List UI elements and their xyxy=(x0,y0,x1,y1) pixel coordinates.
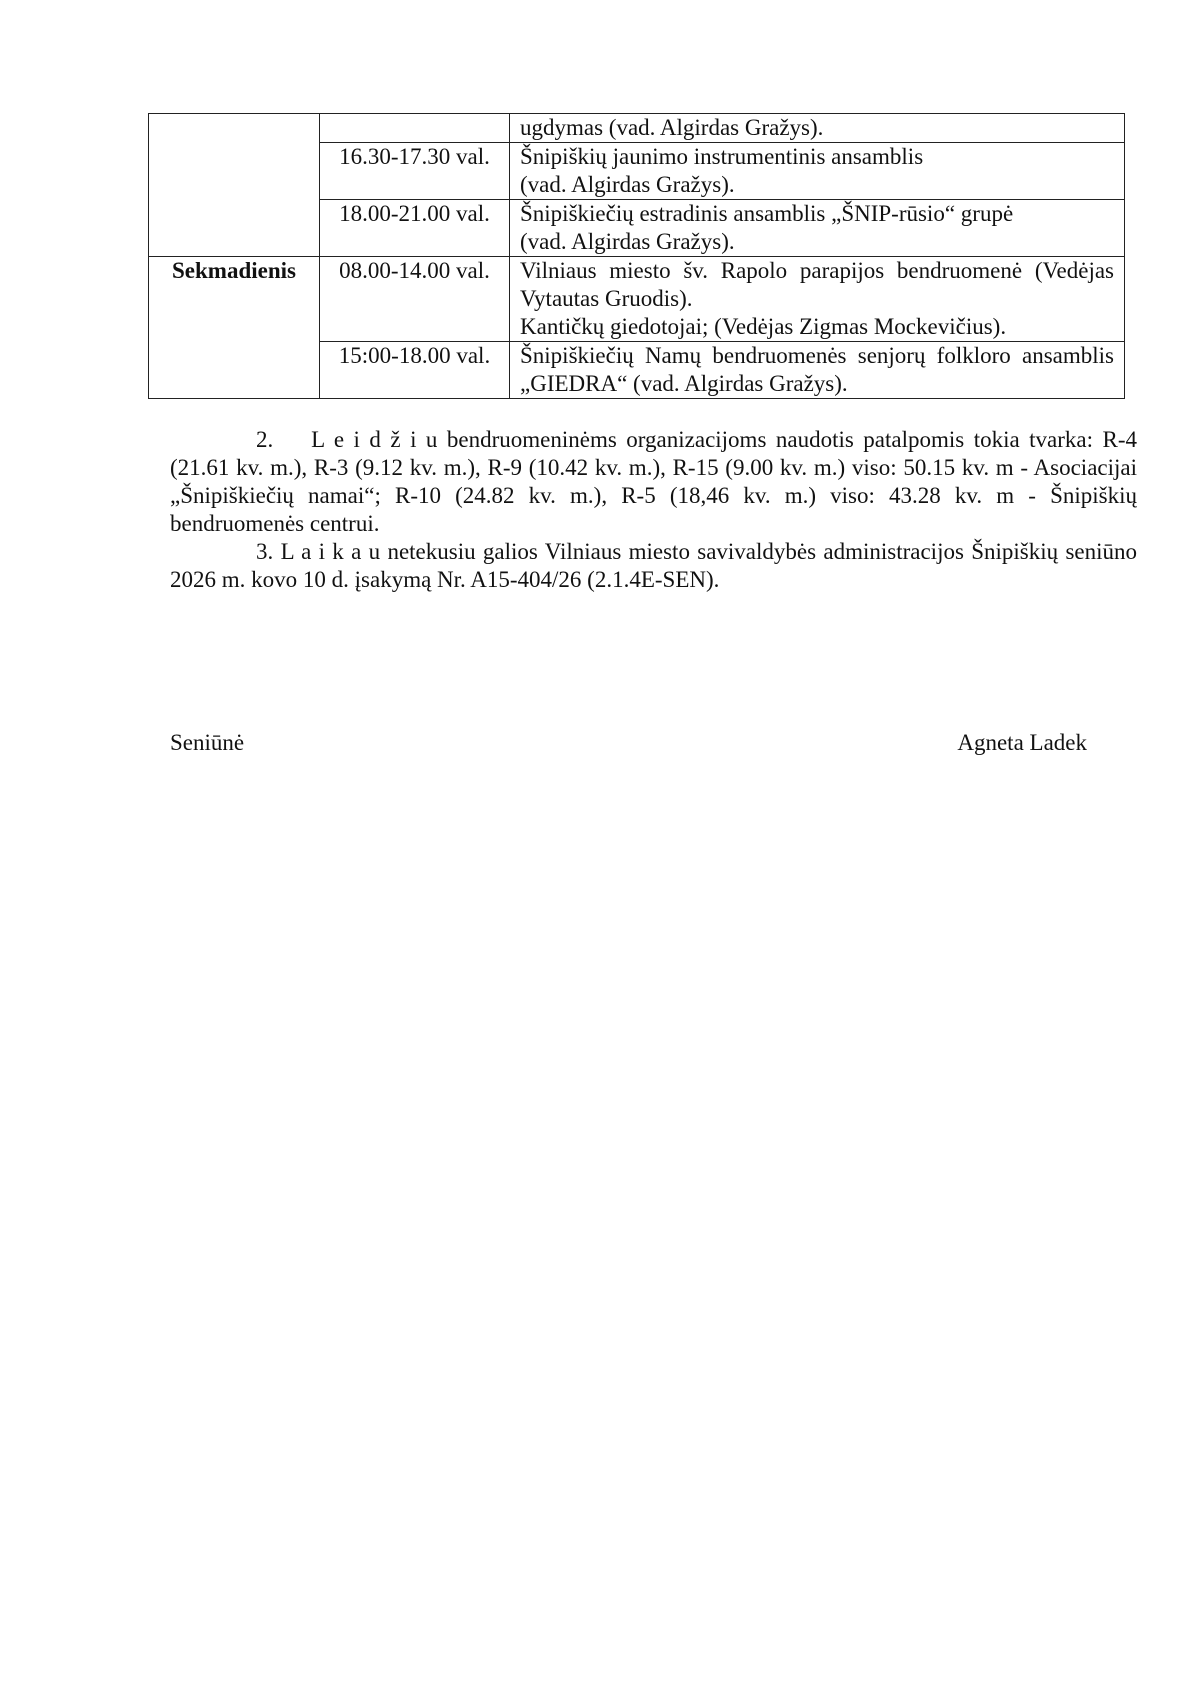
time-cell xyxy=(320,114,510,143)
activity-cell xyxy=(510,114,1125,143)
signature-role: Seniūnė xyxy=(170,730,245,755)
table-row xyxy=(149,143,1125,200)
activity-line: Vilniaus miesto šv. Rapolo parapijos bendruomenė (Vedėjas Vytautas Gruodis). xyxy=(520,258,1114,311)
table-row xyxy=(149,114,1125,143)
time-cell: 16.30-17.30 val. xyxy=(320,143,510,200)
paragraph-text: bendruomeninėms organizacijoms naudotis patalpomis tokia tvarka: R-4 (21.61 kv. m.), R-3 (9.12 kv. m.), R-9 (10.42 kv. m.), R-15 (9.00 kv. m.) viso: 50.15 kv. m - Asociacijai „Šnipiškiečių namai“; R-10 (24.82 kv. m.), R-5 (18,46 kv. m.) viso: 43.28 kv. m - Šnipiškių bendruomenės centrui. xyxy=(170,427,1137,536)
paragraph-3 xyxy=(170,538,1137,594)
schedule-table xyxy=(148,113,1125,399)
table-row xyxy=(149,342,1125,399)
activity-cell xyxy=(510,200,1125,257)
day-cell xyxy=(149,114,320,143)
paragraph-verb: L a i k a u xyxy=(280,539,381,564)
day-cell xyxy=(149,200,320,257)
paragraph-number: 3. xyxy=(256,539,274,564)
activity-cell xyxy=(510,342,1125,399)
activity-line: Šnipiškiečių Namų bendruomenės senjorų folkloro ansamblis „GIEDRA“ (vad. Algirdas Gražys). xyxy=(520,343,1114,396)
time-cell: 15:00-18.00 val. xyxy=(320,342,510,399)
activity-line: ugdymas (vad. Algirdas Gražys). xyxy=(520,115,824,140)
activity-line: (vad. Algirdas Gražys). xyxy=(520,229,735,254)
time-cell: 08.00-14.00 val. xyxy=(320,257,510,342)
activity-line: Šnipiškių jaunimo instrumentinis ansamblis xyxy=(520,144,924,169)
paragraph-text: netekusiu galios Vilniaus miesto savivaldybės administracijos Šnipiškių seniūno 2026 m. kovo 10 d. įsakymą Nr. A15-404/26 (2.1.4E-SEN). xyxy=(170,539,1137,592)
day-cell xyxy=(149,342,320,399)
activity-cell xyxy=(510,257,1125,342)
activity-line: Kantičkų giedotojai; (Vedėjas Zigmas Mockevičius). xyxy=(520,314,1007,339)
activity-line: Šnipiškiečių estradinis ansamblis „ŠNIP-rūsio“ grupė xyxy=(520,201,1014,226)
day-cell-sunday: Sekmadienis xyxy=(149,257,320,342)
paragraph-2 xyxy=(170,426,1137,538)
time-cell: 18.00-21.00 val. xyxy=(320,200,510,257)
day-cell xyxy=(149,143,320,200)
table-row xyxy=(149,200,1125,257)
paragraph-verb: L e i d ž i u xyxy=(311,427,438,452)
activity-line: (vad. Algirdas Gražys). xyxy=(520,172,735,197)
paragraph-number: 2. xyxy=(256,427,274,452)
activity-cell xyxy=(510,143,1125,200)
table-row xyxy=(149,257,1125,342)
signature-name: Agneta Ladek xyxy=(957,730,1087,755)
